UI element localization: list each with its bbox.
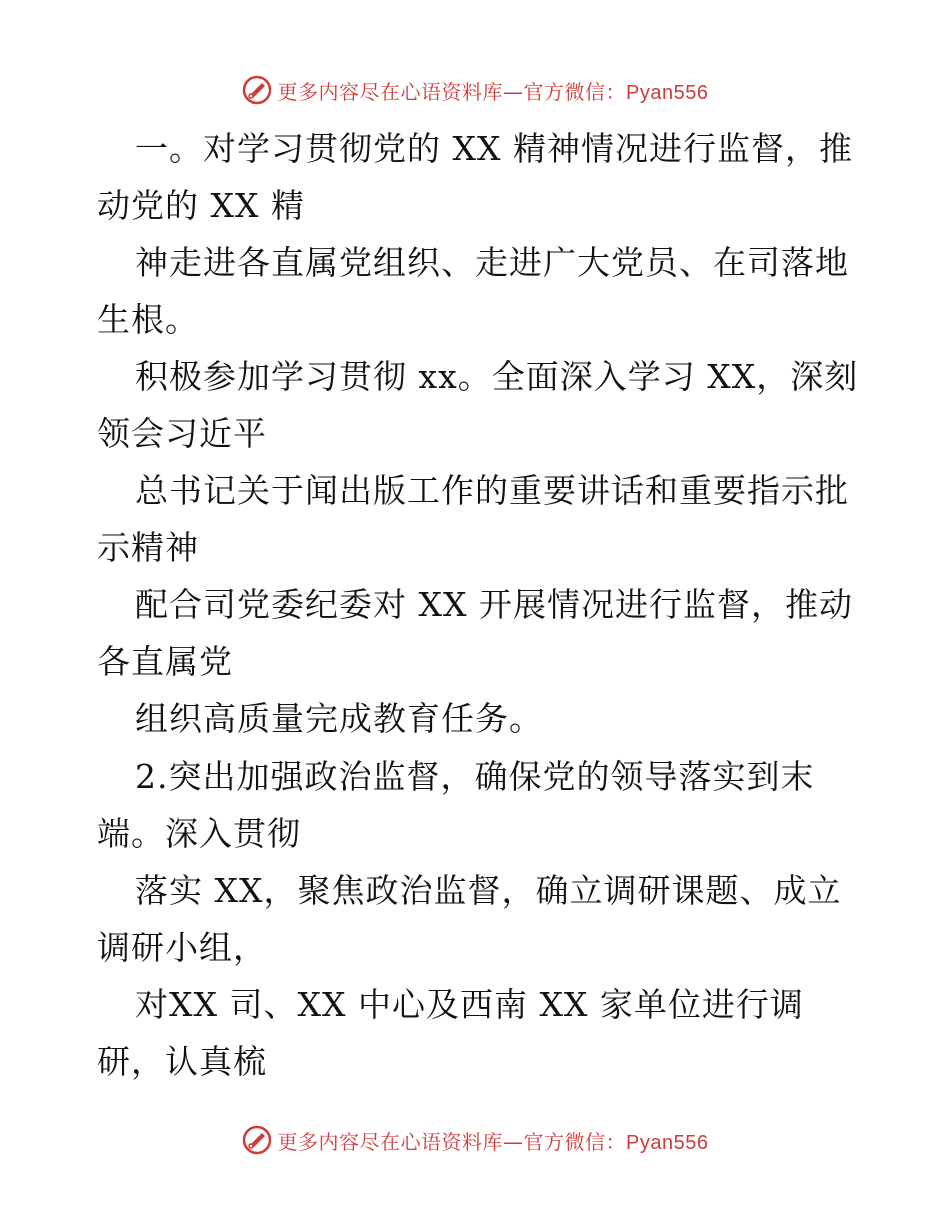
body-line: 各直属党 <box>97 642 233 681</box>
document-body <box>97 120 857 1090</box>
footer-banner-label: 更多内容尽在心语资料库—官方微信： <box>277 1129 627 1154</box>
footer-banner-text <box>278 1126 709 1155</box>
body-line: 神走进各直属党组织、走进广大党员、在司落地 <box>135 243 849 282</box>
body-line: 生根。 <box>97 300 199 339</box>
footer-banner-account: Pyan556 <box>626 1131 709 1154</box>
body-line: 落实 XX，聚焦政治监督，确立调研课题、成立 <box>135 871 842 910</box>
footer-banner <box>0 1120 950 1160</box>
body-line: 研，认真梳 <box>97 1042 267 1081</box>
body-line: 一。对学习贯彻党的 XX 精神情况进行监督，推 <box>135 129 853 168</box>
body-line: 动党的 XX 精 <box>97 186 305 225</box>
header-banner-label: 更多内容尽在心语资料库—官方微信： <box>277 79 627 104</box>
body-line: 领会习近平 <box>97 414 267 453</box>
body-line: 端。深入贯彻 <box>97 814 301 853</box>
body-line: 配合司党委纪委对 XX 开展情况进行监督，推动 <box>135 585 853 624</box>
header-banner <box>0 70 950 110</box>
body-line: 2.突出加强政治监督，确保党的领导落实到末 <box>135 757 815 796</box>
brand-logo-icon <box>242 75 272 105</box>
header-banner-account: Pyan556 <box>626 81 709 104</box>
header-banner-text <box>278 76 709 105</box>
brand-logo-icon <box>242 1125 272 1155</box>
body-line: 对XX 司、XX 中心及西南 XX 家单位进行调 <box>135 985 804 1024</box>
body-line: 积极参加学习贯彻 xx。全面深入学习 XX，深刻 <box>135 357 859 396</box>
body-line: 示精神 <box>97 528 199 567</box>
body-line: 调研小组， <box>97 928 267 967</box>
body-line: 组织高质量完成教育任务。 <box>135 699 543 738</box>
body-line: 总书记关于闻出版工作的重要讲话和重要指示批 <box>135 471 849 510</box>
